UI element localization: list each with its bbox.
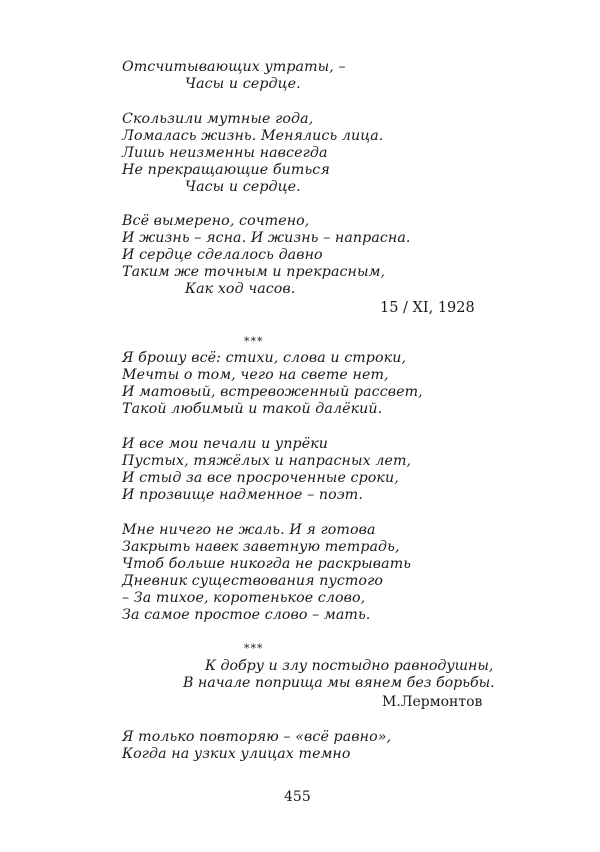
epigraph-author: М.Лермонтов (382, 694, 483, 710)
poem-line: Скользили мутные года, (122, 111, 314, 127)
poem-line: Когда на узких улицах темно (122, 746, 351, 762)
poem-line: Я брошу всё: стихи, слова и строки, (122, 350, 407, 366)
poem-line: Мечты о том, чего на свете нет, (122, 367, 389, 383)
poem-line: И прозвище надменное – поэт. (122, 487, 363, 503)
poem-line: Лишь неизменны навсегда (122, 145, 328, 161)
poem-line: Ломалась жизнь. Менялись лица. (122, 128, 384, 144)
poem-line: Часы и сердце. (185, 179, 301, 195)
poem-line: За самое простое слово – мать. (122, 607, 371, 623)
poem-date: 15 / XI, 1928 (380, 300, 475, 316)
section-separator: *** (244, 335, 264, 348)
poem-line: Пустых, тяжёлых и напрасных лет, (122, 453, 412, 469)
poem-line: Часы и сердце. (185, 76, 301, 92)
poem-line: И жизнь – ясна. И жизнь – напрасна. (122, 230, 411, 246)
section-separator: *** (244, 642, 264, 655)
poem-line: – За тихое, коротенькое слово, (122, 590, 366, 606)
poem-line: Мне ничего не жаль. И я готова (122, 522, 376, 538)
poem-line: Дневник существования пустого (122, 573, 383, 589)
poem-line: Закрыть навек заветную тетрадь, (122, 539, 400, 555)
poem-line: Я только повторяю – «всё равно», (122, 729, 392, 745)
page-number: 455 (284, 789, 311, 805)
poem-line: Всё вымерено, сочтено, (122, 213, 310, 229)
poem-line: И все мои печали и упрёки (122, 436, 329, 452)
poem-line: Такой любимый и такой далёкий. (122, 401, 383, 417)
poem-line: Как ход часов. (185, 281, 296, 297)
poem-line: Отсчитывающих утраты, – (122, 59, 346, 75)
poem-line: И стыд за все просроченные сроки, (122, 470, 399, 486)
epigraph-line: К добру и злу постыдно равнодушны, (205, 658, 494, 674)
poem-line: Чтоб больше никогда не раскрывать (122, 556, 412, 572)
poem-line: И матовый, встревоженный рассвет, (122, 384, 423, 400)
poem-line: Таким же точным и прекрасным, (122, 264, 386, 280)
poem-line: Не прекращающие биться (122, 162, 330, 178)
poem-line: И сердце сделалось давно (122, 247, 323, 263)
epigraph-line: В начале поприща мы вянем без борьбы. (183, 675, 495, 691)
